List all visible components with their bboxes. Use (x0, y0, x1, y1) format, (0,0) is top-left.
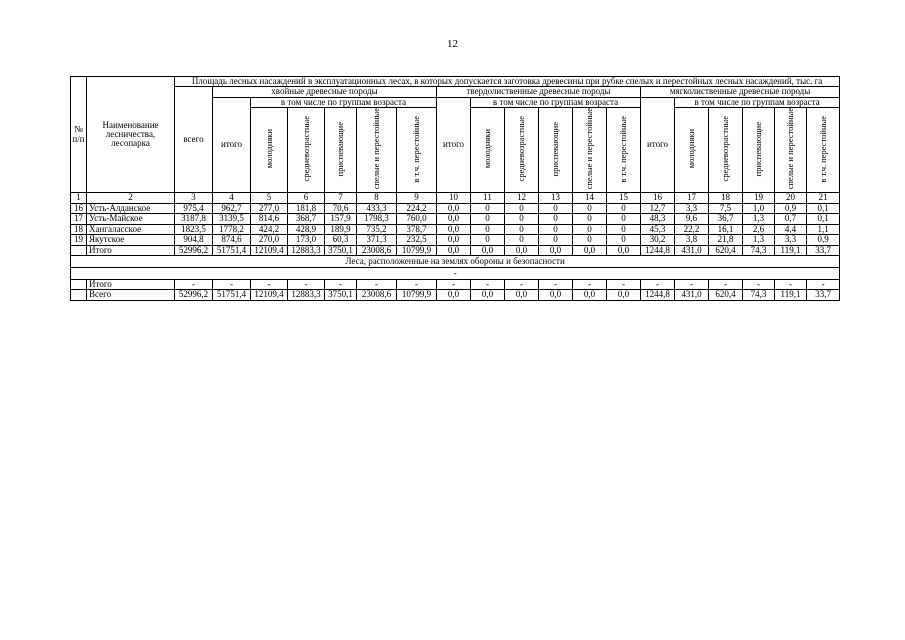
header-num: № п/п (71, 77, 87, 193)
total-row (71, 245, 840, 255)
table-cell: 0 (471, 224, 505, 234)
table-cell: 12,7 (641, 203, 675, 213)
table-cell: 874,6 (213, 235, 251, 245)
table-cell: 74,3 (743, 290, 775, 300)
defense-section-title: Леса, расположенные на землях обороны и безопасности (71, 255, 840, 267)
table-cell (71, 279, 87, 289)
col-number: 12 (505, 193, 539, 203)
table-cell: 0,0 (573, 290, 607, 300)
table-cell: 10799,9 (397, 245, 437, 255)
header-conifer-mature: спелые и перестойные (357, 108, 397, 193)
table-cell: 0,0 (437, 203, 471, 213)
defense-dash-row (71, 267, 840, 279)
table-cell: 1,1 (807, 224, 840, 234)
col-number: 19 (743, 193, 775, 203)
table-cell: 18 (71, 224, 87, 234)
table-cell: - (807, 279, 840, 289)
col-number: 16 (641, 193, 675, 203)
table-cell: 0,0 (437, 290, 471, 300)
table-cell: 3750,1 (325, 245, 357, 255)
table-cell: 119,1 (775, 290, 807, 300)
table-cell: 0 (471, 235, 505, 245)
table-cell: 904,8 (175, 235, 213, 245)
header-hardwood: твердолиственные древесные породы (437, 87, 641, 97)
col-number: 5 (251, 193, 288, 203)
header-conifer-middle: средневозрастные (288, 108, 325, 193)
header-softwood-young: молодняки (675, 108, 709, 193)
table-cell: 119,1 (775, 245, 807, 255)
table-cell: - (573, 279, 607, 289)
table-cell: 224,2 (397, 203, 437, 213)
column-numbers-row (71, 193, 840, 203)
table-cell: 3750,1 (325, 290, 357, 300)
table-cell: 1244,8 (641, 290, 675, 300)
table-cell: 433,3 (357, 203, 397, 213)
table-cell: - (539, 279, 573, 289)
table-row (71, 235, 840, 245)
col-number: 20 (775, 193, 807, 203)
table-cell: 0,0 (607, 290, 641, 300)
col-number: 18 (709, 193, 743, 203)
table-cell: 270,0 (251, 235, 288, 245)
table-cell: 0 (505, 224, 539, 234)
col-number: 3 (175, 193, 213, 203)
table-cell: 0,0 (437, 245, 471, 255)
table-body (71, 203, 840, 300)
row-label: Усть-Алданское (87, 203, 175, 213)
table-header (71, 77, 840, 204)
header-conifer-young: молодняки (251, 108, 288, 193)
table-cell: 181,8 (288, 203, 325, 213)
table-cell: 33,7 (807, 290, 840, 300)
header-hardwood-young: молодняки (471, 108, 505, 193)
table-cell: 0 (471, 203, 505, 213)
table-cell: 0,1 (807, 214, 840, 224)
header-softwood-subtotal: итого (641, 97, 675, 192)
col-number: 9 (397, 193, 437, 203)
header-hardwood-age-groups: в том числе по группам возраста (471, 97, 641, 107)
table-cell: 23008,6 (357, 290, 397, 300)
table-cell: 814,6 (251, 214, 288, 224)
row-label: Итого (87, 279, 175, 289)
col-number: 10 (437, 193, 471, 203)
header-conifer-subtotal: итого (213, 97, 251, 192)
table-cell: 3187,8 (175, 214, 213, 224)
table-row (71, 224, 840, 234)
table-cell: - (213, 279, 251, 289)
table-cell: - (357, 279, 397, 289)
table-cell: 0 (607, 203, 641, 213)
col-number: 1 (71, 193, 87, 203)
table-cell: 16 (71, 203, 87, 213)
table-cell: 0,9 (807, 235, 840, 245)
table-cell: 1,3 (743, 214, 775, 224)
table-cell: 0,0 (437, 214, 471, 224)
header-conifer-overmature: в т.ч. перестойные (397, 108, 437, 193)
header-conifer: хвойные древесные породы (213, 87, 437, 97)
table-cell: 12109,4 (251, 290, 288, 300)
table-cell: 0 (505, 214, 539, 224)
table-cell: - (325, 279, 357, 289)
table-cell: 0 (505, 235, 539, 245)
table-cell: 0 (539, 203, 573, 213)
table-cell: 12109,4 (251, 245, 288, 255)
row-label: Всего (87, 290, 175, 300)
header-name: Наименование лесничества, лесопарка (87, 77, 175, 193)
table-cell: - (505, 279, 539, 289)
col-number: 6 (288, 193, 325, 203)
header-hardwood-subtotal: итого (437, 97, 471, 192)
table-cell: - (288, 279, 325, 289)
table-cell: 9,6 (675, 214, 709, 224)
defense-section-row (71, 255, 840, 267)
table-cell: 22,2 (675, 224, 709, 234)
table-cell: 0 (607, 224, 641, 234)
col-number: 14 (573, 193, 607, 203)
table-cell: 0,0 (573, 245, 607, 255)
table-cell: 2,6 (743, 224, 775, 234)
col-number: 4 (213, 193, 251, 203)
table-cell: 0,0 (437, 235, 471, 245)
table-cell: - (675, 279, 709, 289)
table-cell: 0,0 (471, 245, 505, 255)
table-cell: 431,0 (675, 245, 709, 255)
table-cell: 12883,3 (288, 245, 325, 255)
table-cell: 0,0 (539, 245, 573, 255)
table-cell: 51751,4 (213, 290, 251, 300)
table-cell: 735,2 (357, 224, 397, 234)
table-cell: - (437, 279, 471, 289)
header-hardwood-middle: средневозрастные (505, 108, 539, 193)
table-cell: 232,5 (397, 235, 437, 245)
col-number: 7 (325, 193, 357, 203)
table-cell: 10799,9 (397, 290, 437, 300)
table-cell: 51751,4 (213, 245, 251, 255)
table-cell: 760,0 (397, 214, 437, 224)
table-cell: 0 (607, 235, 641, 245)
table-cell: 1778,2 (213, 224, 251, 234)
table-cell: 0 (539, 214, 573, 224)
defense-total-row (71, 279, 840, 289)
table-cell: 0 (539, 224, 573, 234)
table-cell: 52996,2 (175, 290, 213, 300)
table-row (71, 214, 840, 224)
table-cell: - (775, 279, 807, 289)
table-cell: 378,7 (397, 224, 437, 234)
table-cell: 0,0 (471, 290, 505, 300)
header-softwood-mature: спелые и перестойные (775, 108, 807, 193)
table-cell: 12883,3 (288, 290, 325, 300)
col-number: 2 (87, 193, 175, 203)
table-cell: 1823,5 (175, 224, 213, 234)
table-cell: 1244,8 (641, 245, 675, 255)
header-hardwood-overmature: в т.ч. перестойные (607, 108, 641, 193)
table-cell (71, 245, 87, 255)
table-cell: 4,4 (775, 224, 807, 234)
header-conifer-age-groups: в том числе по группам возраста (251, 97, 437, 107)
table-cell: 1,3 (743, 235, 775, 245)
table-cell: 0 (573, 224, 607, 234)
table-cell: 368,7 (288, 214, 325, 224)
table-cell: - (641, 279, 675, 289)
page-number: 12 (447, 38, 458, 50)
table-cell: 3,3 (675, 203, 709, 213)
table-cell: 0,1 (807, 203, 840, 213)
header-softwood-age-groups: в том числе по группам возраста (675, 97, 840, 107)
table-cell: 424,2 (251, 224, 288, 234)
row-label: Хангаласское (87, 224, 175, 234)
header-area-title: Площадь лесных насаждений в эксплуатационных лесах, в которых допускается заготовка древесины при рубке спелых и перестойных лесных насаждений, тыс. га (175, 77, 840, 87)
table-cell: 3139,5 (213, 214, 251, 224)
table-cell: 70,6 (325, 203, 357, 213)
table-cell: - (743, 279, 775, 289)
table-cell: - (251, 279, 288, 289)
table-cell: 0,0 (607, 245, 641, 255)
table-cell (71, 290, 87, 300)
table-cell: 0,0 (505, 290, 539, 300)
table-cell: 0,7 (775, 214, 807, 224)
defense-dash: - (71, 267, 840, 279)
table-cell: 0 (471, 214, 505, 224)
table-cell: 157,9 (325, 214, 357, 224)
table-cell: 620,4 (709, 290, 743, 300)
table-cell: 0,9 (775, 203, 807, 213)
table-cell: 45,3 (641, 224, 675, 234)
table-cell: - (175, 279, 213, 289)
table-cell: 21,8 (709, 235, 743, 245)
table-cell: - (607, 279, 641, 289)
table-cell: 0 (573, 203, 607, 213)
table-cell: 3,8 (675, 235, 709, 245)
table-cell: 74,3 (743, 245, 775, 255)
table-cell: 60,3 (325, 235, 357, 245)
table-cell: 0 (539, 235, 573, 245)
header-softwood-maturing: приспевающие (743, 108, 775, 193)
table-cell: 48,3 (641, 214, 675, 224)
table-cell: 16,1 (709, 224, 743, 234)
table-cell: 36,7 (709, 214, 743, 224)
col-number: 11 (471, 193, 505, 203)
table-cell: 7,5 (709, 203, 743, 213)
col-number: 13 (539, 193, 573, 203)
table-cell: 0 (573, 214, 607, 224)
table-cell: 428,9 (288, 224, 325, 234)
header-total: всего (175, 87, 213, 193)
row-label: Итого (87, 245, 175, 255)
table-cell: 17 (71, 214, 87, 224)
col-number: 21 (807, 193, 840, 203)
table-cell: 975,4 (175, 203, 213, 213)
table-cell: - (709, 279, 743, 289)
table-cell: 277,0 (251, 203, 288, 213)
table-cell: 30,2 (641, 235, 675, 245)
table-cell: 0,0 (539, 290, 573, 300)
table-cell: 0 (505, 203, 539, 213)
table-cell: - (397, 279, 437, 289)
table-cell: 962,7 (213, 203, 251, 213)
table-cell: 0 (573, 235, 607, 245)
table-cell: 173,0 (288, 235, 325, 245)
table-cell: 431,0 (675, 290, 709, 300)
table-cell: 33,7 (807, 245, 840, 255)
col-number: 8 (357, 193, 397, 203)
table-cell: 371,3 (357, 235, 397, 245)
col-number: 17 (675, 193, 709, 203)
forest-area-table (70, 76, 840, 301)
header-hardwood-mature: спелые и перестойные (573, 108, 607, 193)
table-cell: 620,4 (709, 245, 743, 255)
col-number: 15 (607, 193, 641, 203)
table-cell: 19 (71, 235, 87, 245)
table-cell: 23008,6 (357, 245, 397, 255)
table-cell: 0,0 (437, 224, 471, 234)
table-row (71, 203, 840, 213)
table-cell: 189,9 (325, 224, 357, 234)
table-cell: 3,3 (775, 235, 807, 245)
table-cell: 1798,3 (357, 214, 397, 224)
header-hardwood-maturing: приспевающие (539, 108, 573, 193)
header-softwood: мягколиственные древесные породы (641, 87, 840, 97)
table-cell: 1,0 (743, 203, 775, 213)
table-cell: - (471, 279, 505, 289)
header-softwood-overmature: в т.ч. перестойные (807, 108, 840, 193)
header-softwood-middle: средневозрастные (709, 108, 743, 193)
table-cell: 0,0 (505, 245, 539, 255)
table-cell: 52996,2 (175, 245, 213, 255)
table-cell: 0 (607, 214, 641, 224)
row-label: Усть-Майское (87, 214, 175, 224)
grand-total-row (71, 290, 840, 300)
header-conifer-maturing: приспевающие (325, 108, 357, 193)
row-label: Якутское (87, 235, 175, 245)
